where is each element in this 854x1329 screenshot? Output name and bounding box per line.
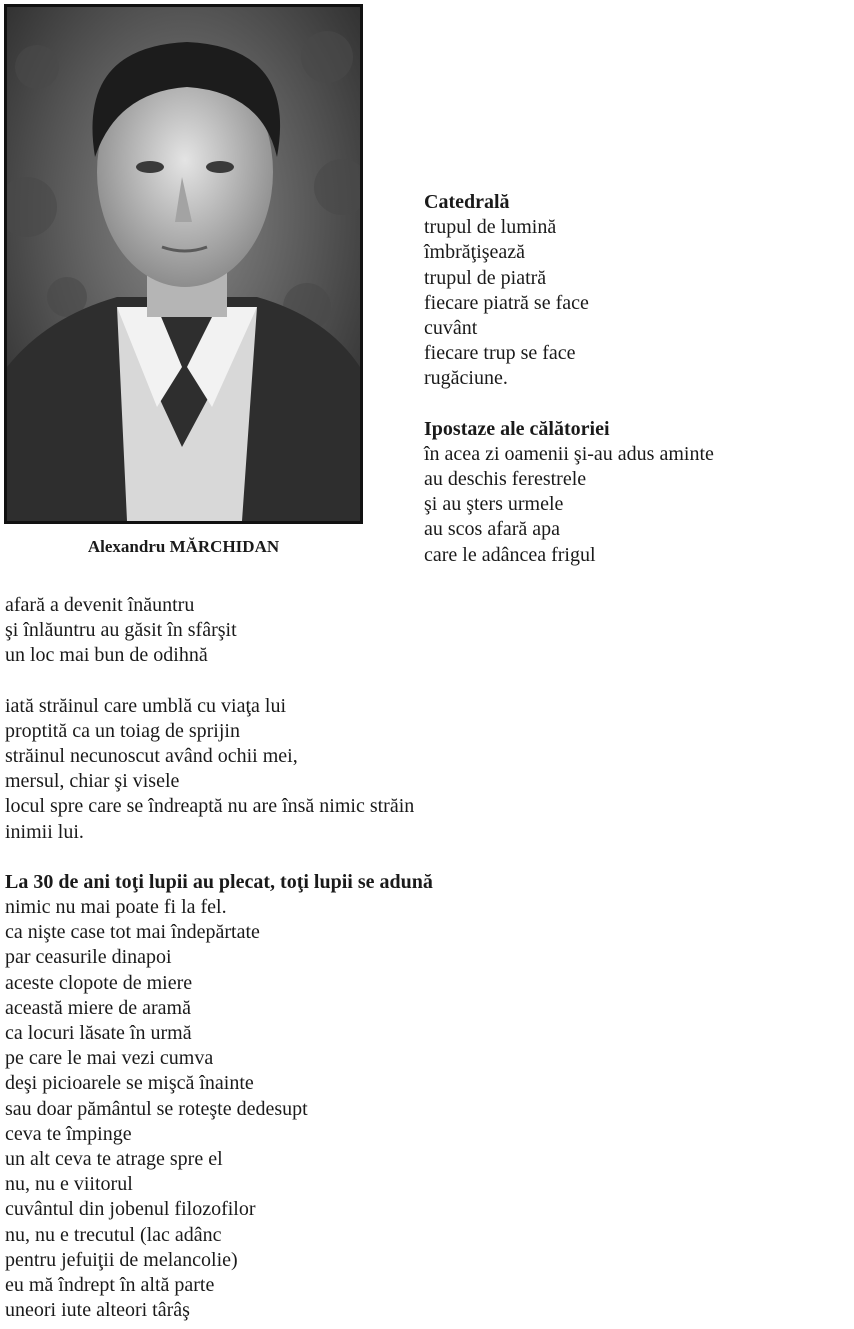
poem-line: locul spre care se îndreaptă nu are însă nimic străin: [5, 795, 415, 818]
poem-line: au scos afară apa: [424, 518, 561, 541]
right-column: [424, 190, 714, 568]
poem-line: ceva te împinge: [5, 1122, 132, 1145]
author-caption: Alexandru MĂRCHIDAN: [87, 537, 280, 556]
poem-title: Ipostaze ale călătoriei: [424, 417, 610, 440]
poem-line: fiecare piatră se face: [424, 291, 589, 314]
poem-line: proptită ca un toiag de sprijin: [5, 719, 240, 742]
poem-title: La 30 de ani toţi lupii au plecat, toţi lupii se adună: [5, 870, 433, 893]
poem-line: eu mă îndrept în altă parte: [5, 1274, 215, 1297]
poem-line: în acea zi oamenii şi-au adus aminte: [424, 442, 714, 465]
poem-line: trupul de piatră: [424, 266, 547, 289]
poem-line: cuvântul din jobenul filozofilor: [5, 1198, 256, 1221]
poem-line: străinul necunoscut având ochii mei,: [5, 745, 298, 768]
poem-line: care le adâncea frigul: [424, 543, 596, 566]
poem-line: par ceasurile dinapoi: [5, 946, 172, 969]
poem-line: ca locuri lăsate în urmă: [5, 1022, 192, 1045]
poem-line: ca nişte case tot mai îndepărtate: [5, 921, 260, 944]
portrait-image: [7, 7, 360, 521]
poem-catedrala: [424, 190, 714, 392]
poem-title: Catedrală: [424, 191, 510, 213]
poem-line: mersul, chiar şi visele: [5, 770, 180, 793]
poem-line: un loc mai bun de odihnă: [5, 644, 208, 667]
poem-ipostaze-continued: [5, 593, 433, 845]
left-column: [5, 593, 433, 1323]
poem-ipostaze-start: [424, 417, 714, 568]
poem-line: nimic nu mai poate fi la fel.: [5, 896, 227, 919]
poem-line: pentru jefuiţii de melancolie): [5, 1248, 238, 1271]
poem-line: aceste clopote de miere: [5, 971, 193, 994]
poem-line: şi au şters urmele: [424, 493, 564, 516]
poem-line: pe care le mai vezi cumva: [5, 1047, 214, 1070]
author-portrait: [4, 4, 363, 524]
poem-line: îmbrăţişează: [424, 241, 526, 264]
poem-line: rugăciune.: [424, 367, 508, 390]
poem-line: un alt ceva te atrage spre el: [5, 1148, 223, 1171]
poem-line: nu, nu e viitorul: [5, 1173, 133, 1196]
poem-line: deşi picioarele se mişcă înainte: [5, 1072, 254, 1095]
poem-line: sau doar pământul se roteşte dedesupt: [5, 1097, 308, 1120]
poem-line: uneori iute alteori târâş: [5, 1299, 190, 1322]
poem-line: afară a devenit înăuntru: [5, 594, 195, 616]
poem-line: cuvânt: [424, 317, 478, 340]
poem-line: au deschis ferestrele: [424, 468, 587, 491]
poem-line: această miere de aramă: [5, 996, 191, 1019]
poem-line: fiecare trup se face: [424, 342, 576, 365]
poem-line: iată străinul care umblă cu viaţa lui: [5, 694, 286, 717]
poem-la-30-de-ani: [5, 870, 433, 1324]
poem-line: inimii lui.: [5, 820, 84, 843]
poem-line: nu, nu e trecutul (lac adânc: [5, 1223, 222, 1246]
poem-line: trupul de lumină: [424, 216, 557, 239]
poem-line: şi înlăuntru au găsit în sfârşit: [5, 619, 237, 642]
